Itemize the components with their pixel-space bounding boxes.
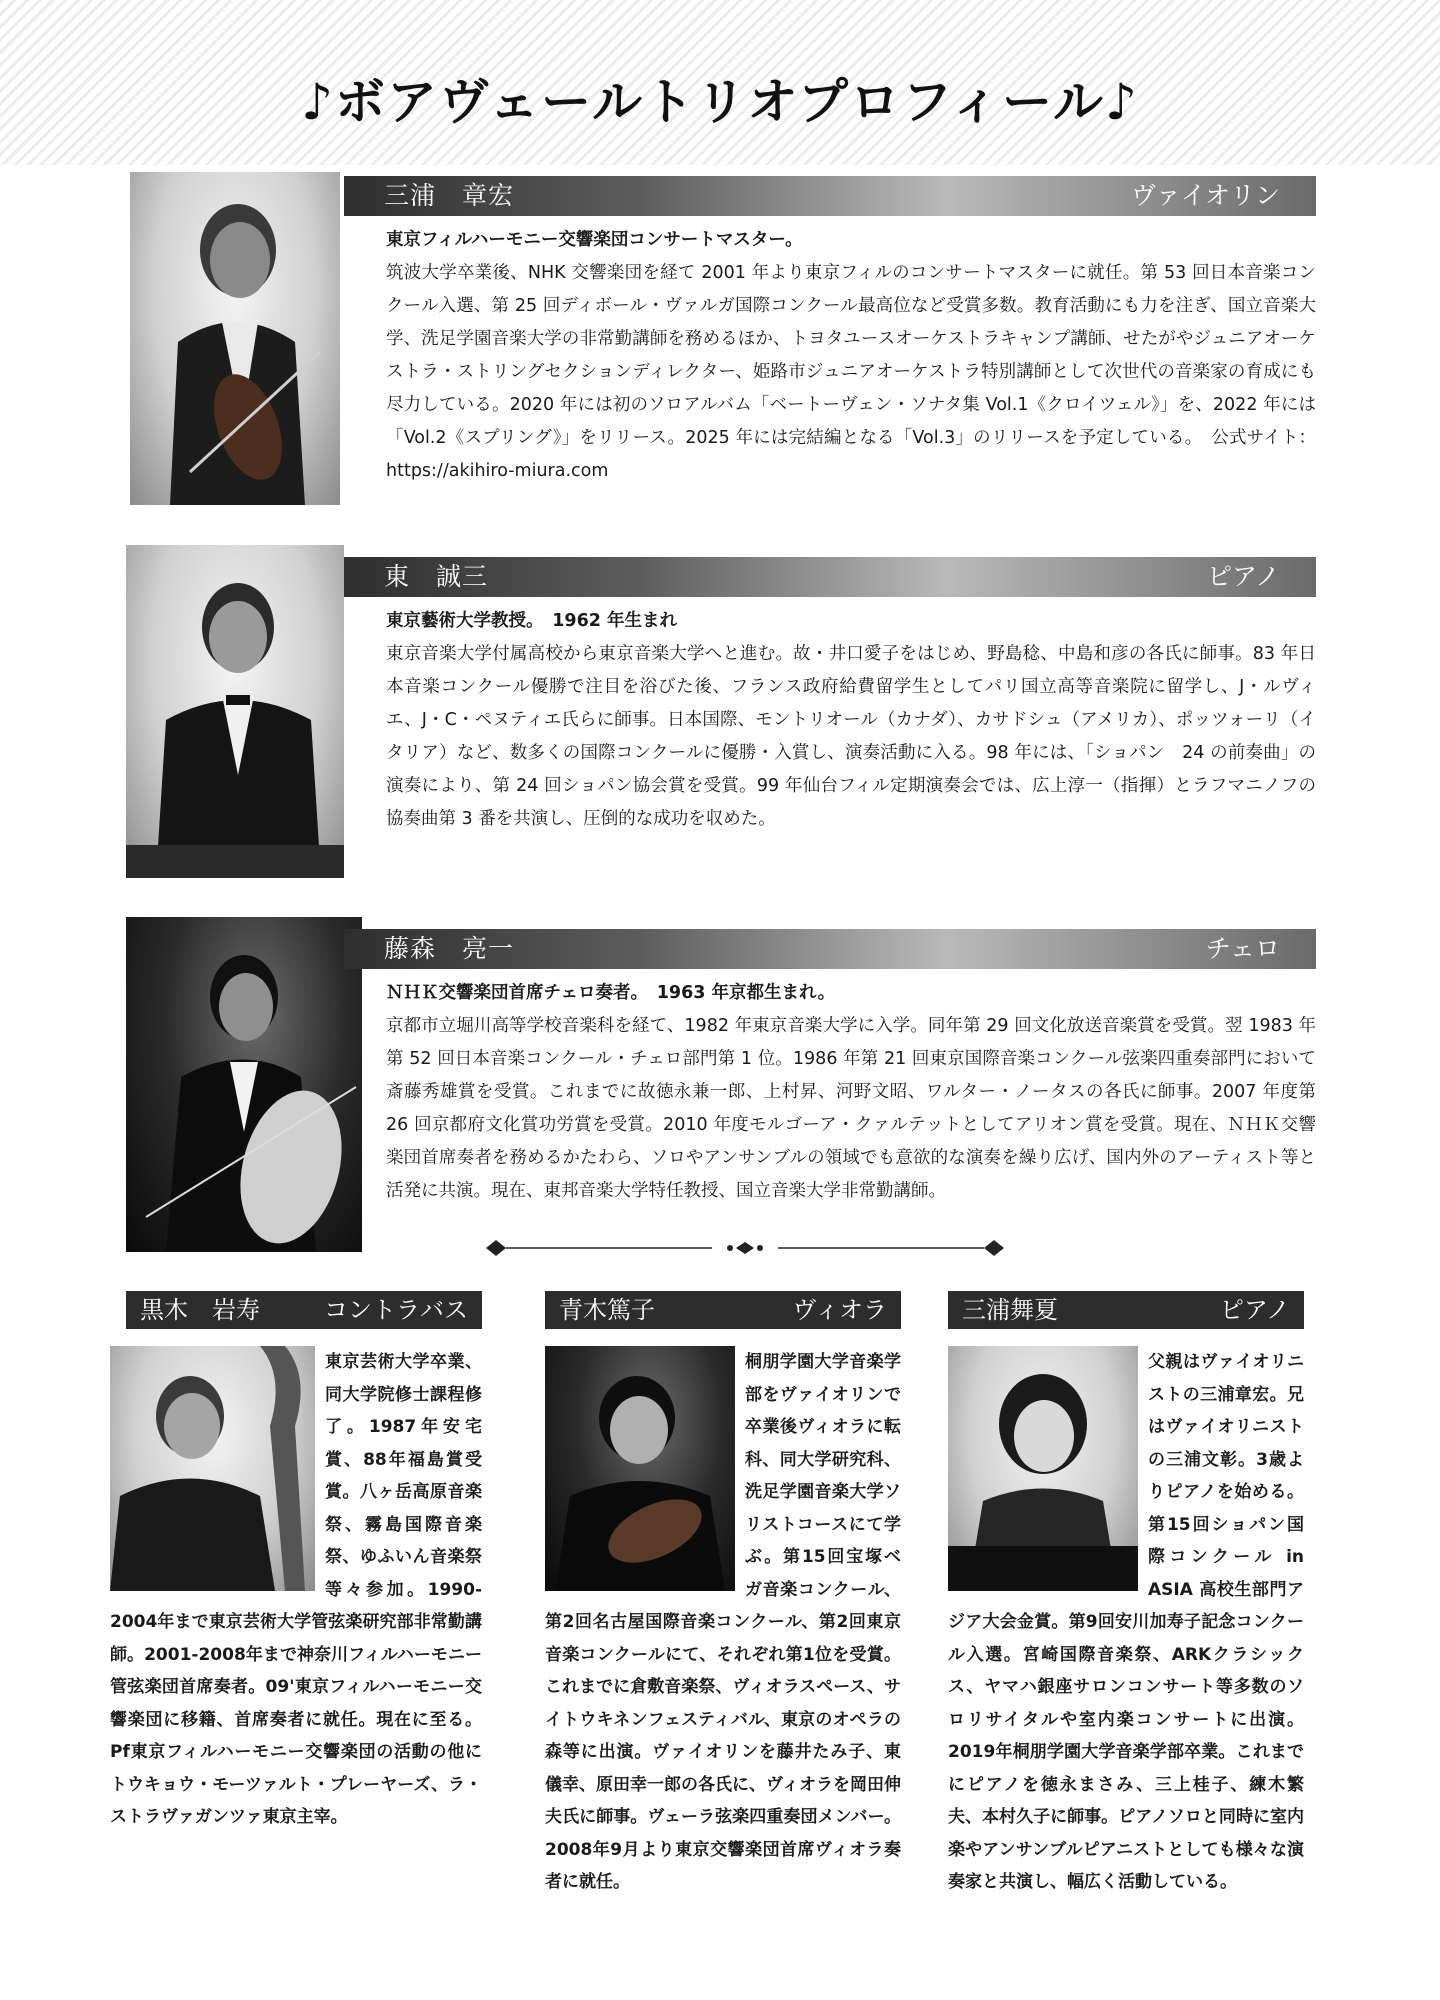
bio-azuma-seizo	[386, 605, 1316, 836]
namebar-miura-maika	[948, 1291, 1304, 1329]
bio-body: 東京芸術大学卒業、同大学院修士課程修了。1987年安宅賞、88年福島賞受賞。八ヶ岳高原音楽祭、霧島国際音楽祭、ゆふいん音楽祭等々参加。1990-2004年まで東京芸術大学管弦楽研究部非常勤講師。2001-2008年まで神奈川フィルハーモニー管弦楽団首席奏者。09'東京フィルハーモニー交響楽団に移籍、首席奏者に就任。現在に至る。Pf東京フィルハーモニー交響楽団の活動の他にトウキョウ・モーツァルト・プレーヤーズ、ラ・ストラヴァガンツァ東京主宰。	[110, 1352, 482, 1827]
artist-instrument: チェロ	[1205, 934, 1280, 963]
bio-lead: ＮＨＫ交響楽団首席チェロ奏者。 1963 年京都生まれ。	[386, 983, 836, 1003]
bio-miura-akihiro	[386, 224, 1316, 488]
violinist-portrait-icon	[130, 172, 340, 505]
bassist-portrait-icon	[110, 1346, 315, 1591]
bio-fujimori-ryoichi	[386, 977, 1316, 1208]
pianist-portrait-icon	[948, 1346, 1138, 1591]
pianist-portrait-icon	[126, 545, 344, 878]
artist-name: 藤森 亮一	[384, 934, 515, 963]
bio-body: 桐朋学園大学音楽学部をヴァイオリンで卒業後ヴィオラに転科、同大学研究科、洗足学園音楽大学ソリストコースにて学ぶ。第15回宝塚ベガ音楽コンクール、第2回名古屋国際音楽コンクール、第2回東京音楽コンクールにて、それぞれ第1位を受賞。これまでに倉敷音楽祭、ヴィオラスペース、サイトウキネンフェスティバル、東京のオペラの森等に出演。ヴァイオリンを藤井たみ子、東儀幸、原田幸一郎の各氏に、ヴィオラを岡田伸夫氏に師事。ヴェーラ弦楽四重奏団メンバー。2008年9月より東京交響楽団首席ヴィオラ奏者に就任。	[545, 1352, 901, 1892]
bio-aoki-atsuko	[545, 1346, 901, 1899]
artist-instrument: ヴァイオリン	[1130, 181, 1280, 210]
namebar-azuma-seizo	[344, 557, 1316, 597]
artist-name: 黒木 岩寿	[140, 1296, 260, 1324]
artist-name: 三浦舞夏	[962, 1296, 1058, 1324]
photo-miura-akihiro	[130, 172, 340, 505]
artist-name: 青木篤子	[559, 1296, 655, 1324]
bio-miura-maika	[948, 1346, 1304, 1899]
photo-fujimori-ryoichi	[126, 917, 362, 1252]
bio-body: 京都市立堀川高等学校音楽科を経て、1982 年東京音楽大学に入学。同年第 29 回文化放送音楽賞を受賞。翌 1983 年第 52 回日本音楽コンクール・チェロ部門第 1 位。1986 年第 21 回東京国際音楽コンクール弦楽四重奏部門において斎藤秀雄賞を受賞。これまでに故徳永兼一郎、上村昇、河野文昭、ワルター・ノータスの各氏に師事。2007 年度第 26 回京都府文化賞功労賞を受賞。2010 年度モルゴーア・クァルテットとしてアリオン賞を受賞。現在、ＮＨＫ交響楽団首席奏者を務めるかたわら、ソロやアンサンブルの領域でも意欲的な演奏を繰り広げ、国内外のアーティスト等と活発に共演。現在、東邦音楽大学特任教授、国立音楽大学非常勤講師。	[386, 1016, 1316, 1201]
photo-azuma-seizo	[126, 545, 344, 878]
namebar-fujimori-ryoichi	[344, 929, 1316, 969]
artist-name: 三浦 章宏	[384, 181, 515, 210]
namebar-aoki-atsuko	[545, 1291, 901, 1329]
photo-miura-maika	[948, 1346, 1138, 1591]
photo-aoki-atsuko	[545, 1346, 735, 1591]
bio-kuroki-iwahisa	[110, 1346, 482, 1834]
artist-instrument: ヴィオラ	[792, 1296, 887, 1324]
namebar-miura-akihiro	[344, 176, 1316, 216]
page-title: ♪ボアヴェールトリオプロフィール♪	[301, 73, 1139, 131]
namebar-kuroki-iwahisa	[126, 1291, 482, 1329]
bio-body: 父親はヴァイオリニストの三浦章宏。兄はヴァイオリニストの三浦文彰。3歳よりピアノを始める。第15回ショパン国際コンクール in ASIA 高校生部門アジア大会金賞。第9回安川加寿子記念コンクール入選。宮崎国際音楽祭、ARKクラシックス、ヤマハ銀座サロンコンサート等多数のソロリサイタルや室内楽コンサートに出演。2019年桐朋学園大学音楽学部卒業。これまでにピアノを徳永まさみ、三上桂子、練木繁夫、本村久子に師事。ピアノソロと同時に室内楽やアンサンブルピアニストとしても様々な演奏家と共演し、幅広く活動している。	[948, 1352, 1304, 1892]
bio-lead: 東京藝術大学教授。 1962 年生まれ	[386, 611, 678, 631]
ornamental-divider-icon	[480, 1236, 1010, 1260]
artist-instrument: ピアノ	[1219, 1296, 1290, 1324]
violist-portrait-icon	[545, 1346, 735, 1591]
artist-instrument: コントラバス	[324, 1296, 468, 1324]
cellist-portrait-icon	[126, 917, 362, 1252]
artist-instrument: ピアノ	[1206, 562, 1280, 591]
artist-name: 東 誠三	[384, 562, 489, 591]
photo-kuroki-iwahisa	[110, 1346, 315, 1591]
bio-lead: 東京フィルハーモニー交響楽団コンサートマスター。	[386, 230, 803, 250]
bio-body: 東京音楽大学付属高校から東京音楽大学へと進む。故・井口愛子をはじめ、野島稔、中島和彦の各氏に師事。83 年日本音楽コンクール優勝で注目を浴びた後、フランス政府給費留学生としてパリ国立高等音楽院に留学し、J・ルヴィエ、J・C・ペヌティエ氏らに師事。日本国際、モントリオール（カナダ）、カサドシュ（アメリカ）、ポッツォーリ（イタリア）など、数多くの国際コンクールに優勝・入賞し、演奏活動に入る。98 年には、「ショパン 24 の前奏曲」の演奏により、第 24 回ショパン協会賞を受賞。99 年仙台フィル定期演奏会では、広上淳一（指揮）とラフマニノフの協奏曲第 3 番を共演し、圧倒的な成功を収めた。	[386, 644, 1316, 829]
bio-body: 筑波大学卒業後、NHK 交響楽団を経て 2001 年より東京フィルのコンサートマスターに就任。第 53 回日本音楽コンクール入選、第 25 回ディボール・ヴァルガ国際コンクール最高位など受賞多数。教育活動にも力を注ぎ、国立音楽大学、洗足学園音楽大学の非常勤講師を務めるほか、トヨタユースオーケストラキャンプ講師、せたがやジュニアオーケストラ・ストリングセクションディレクター、姫路市ジュニアオーケストラ特別講師として次世代の音楽家の育成にも尽力している。2020 年には初のソロアルバム「ベートーヴェン・ソナタ集 Vol.1《クロイツェル》」を、2022 年には「Vol.2《スプリング》」をリリース。2025 年には完結編となる「Vol.3」のリリースを予定している。 公式サイト：https://akihiro-miura.com	[386, 263, 1316, 481]
